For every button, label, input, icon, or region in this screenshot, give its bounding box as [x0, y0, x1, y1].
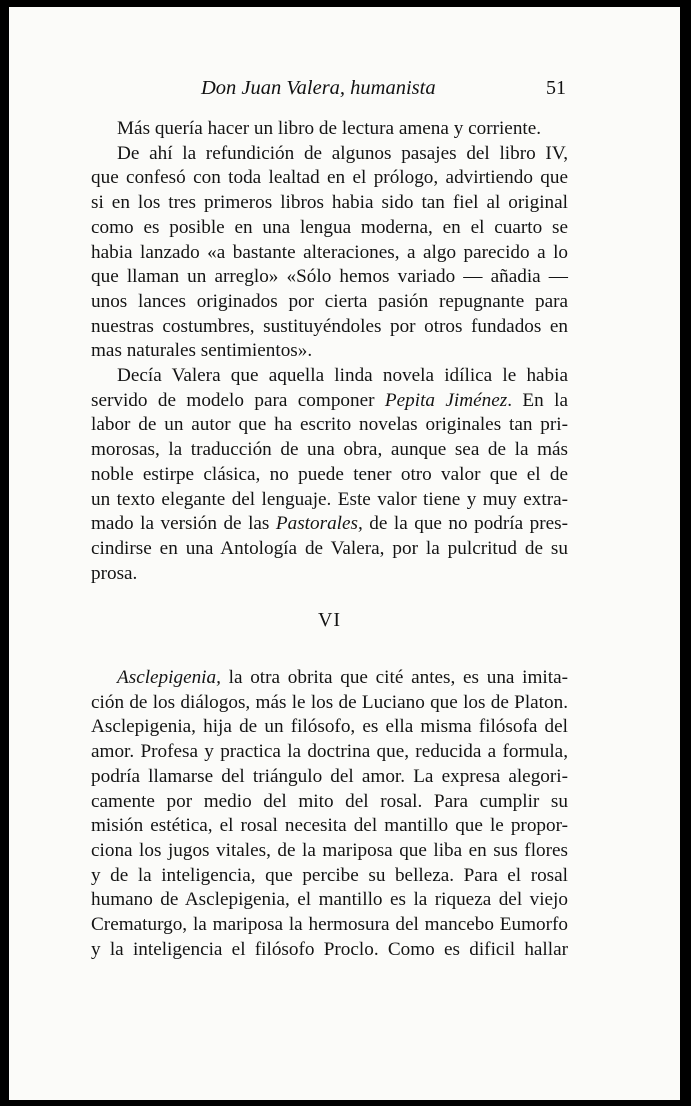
text-line: que llaman un arreglo» «Sólo hemos variado — añadia —: [91, 266, 568, 288]
text-line: Crematurgo, la mariposa la hermosura del mancebo Eumorfo: [91, 914, 568, 936]
text-line: camente por medio del mito del rosal. Para cumplir su: [91, 790, 568, 812]
text-line: que confesó con toda lealtad en el prólogo, advirtiendo que: [91, 167, 568, 189]
italic-title: Asclepigenia,: [117, 667, 221, 689]
text-fragment: de la que no podría pres-: [362, 513, 568, 535]
book-page: [9, 7, 680, 1100]
page-header: [9, 77, 680, 107]
text-line: ción de los diálogos, más le los de Luciano que los de Platon.: [91, 691, 568, 713]
text-fragment: . En la: [507, 389, 568, 411]
text-line: como es posible en una lengua moderna, en el cuarto se: [91, 216, 568, 238]
text-fragment: mado la versión de las: [91, 513, 276, 535]
text-line: morosas, la traducción de una obra, aunque sea de la más: [91, 439, 568, 461]
paragraph-3: [91, 364, 568, 586]
text-line: Más quería hacer un libro de lectura amena y corriente.: [117, 118, 542, 139]
text-line: unos lances originados por cierta pasión repugnante para: [91, 290, 568, 312]
text-line: amor. Profesa y practica la doctrina que, reducida a formula,: [91, 741, 568, 763]
text-line: y la inteligencia el filósofo Proclo. Como es dificil hallar: [91, 938, 568, 960]
text-line: labor de un autor que ha escrito novelas originales tan pri-: [91, 414, 568, 436]
text-line: humano de Asclepigenia, el mantillo es la riqueza del viejo: [91, 889, 568, 911]
text-line: [91, 666, 568, 691]
text-line: ciona los jugos vitales, de la mariposa que liba en sus flores: [91, 839, 568, 861]
section-heading: VI: [317, 609, 342, 632]
text-line: [65, 512, 568, 537]
text-line: noble estirpe clásica, no puede tener otro valor que el de: [91, 463, 568, 485]
paragraph-4: [91, 666, 568, 962]
text-line: misión estética, el rosal necesita del mantillo que le propor-: [91, 815, 568, 837]
page-number: 51: [546, 77, 566, 99]
text-line: si en los tres primeros libros habia sido tan fiel al original: [91, 192, 568, 214]
text-line: podría llamarse del triángulo del amor. La expresa alegori-: [91, 765, 568, 787]
text-fragment: servido de modelo para componer: [91, 389, 385, 411]
text-line: De ahí la refundición de algunos pasajes del libro IV,: [117, 142, 568, 164]
text-line: nuestras costumbres, sustituyéndoles por otros fundados en: [91, 315, 568, 337]
text-line: habia lanzado «a bastante alteraciones, a algo parecido a lo: [91, 241, 568, 263]
text-line: Decía Valera que aquella linda novela idílica le habia: [117, 365, 568, 387]
paragraph-1: [91, 117, 568, 142]
text-fragment: la otra obrita que cité antes, es una imita-: [220, 667, 568, 689]
paragraph-2: [91, 142, 568, 364]
text-line: un texto elegante del lenguaje. Este valor tiene y muy extra-: [91, 488, 568, 510]
text-line: prosa.: [91, 562, 138, 584]
text-line: y de la inteligencia, que percibe su belleza. Para el rosal: [91, 864, 568, 886]
text-line: mas naturales sentimientos».: [91, 340, 313, 362]
body-text: [91, 117, 568, 963]
running-title: Don Juan Valera, humanista: [201, 77, 436, 99]
text-line: [65, 389, 568, 414]
italic-title: Pastorales,: [275, 513, 363, 535]
text-line: Asclepigenia, hija de un filósofo, es ella misma filósofa del: [91, 716, 568, 738]
italic-title: Pepita Jiménez: [384, 389, 508, 411]
text-line: cindirse en una Antología de Valera, por la pulcritud de su: [91, 537, 568, 559]
